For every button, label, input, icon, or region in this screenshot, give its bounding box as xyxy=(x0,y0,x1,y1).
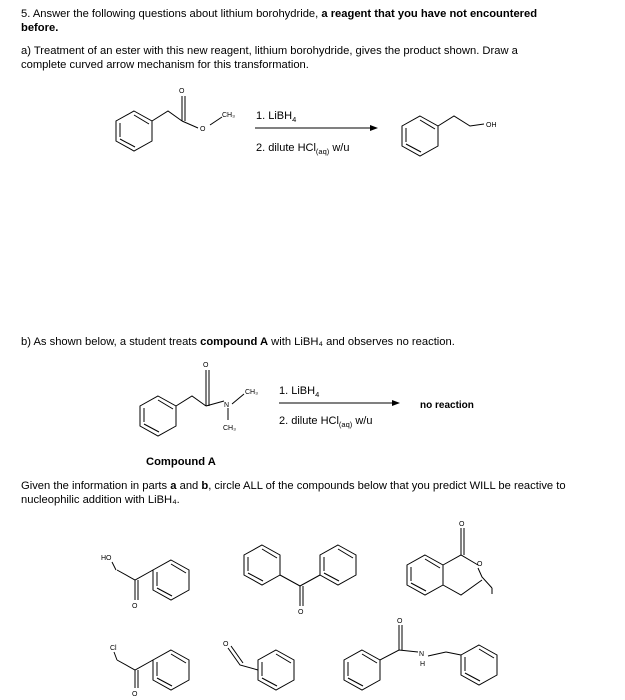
acid-o-label: O xyxy=(132,603,138,610)
candidate-acid-chloride[interactable] xyxy=(114,650,189,690)
acid-oh-label: HO xyxy=(101,555,112,562)
part-c-t2: a xyxy=(170,480,177,492)
part-a-line1: a) Treatment of an ester with this new reagent, lithium borohydride, gives the product shown. Draw a xyxy=(21,45,518,57)
header-emphasis: a reagent that you have not encountered xyxy=(321,8,538,20)
header-emphasis-cont: before. xyxy=(21,22,59,34)
lactone-o1-label: O xyxy=(459,521,465,528)
reaction-a-o-carbonyl: O xyxy=(179,88,185,95)
acyl-cl-label: Cl xyxy=(110,645,117,652)
candidate-carboxylic-acid[interactable] xyxy=(112,560,189,600)
reaction-a-step2: 2. dilute HCl$_{(aq)}$ w/u xyxy=(256,142,350,156)
reaction-a-o-ester: O xyxy=(200,126,206,133)
part-b-emphasis: compound A xyxy=(200,336,269,348)
part-c-t5: , circle ALL of the compounds below that you predict WILL be reactive to xyxy=(208,480,566,492)
reaction-b-result: no reaction xyxy=(420,400,474,411)
part-c-t4: b xyxy=(201,480,209,492)
reaction-a-step1: 1. LiBH$_4$ xyxy=(256,110,297,124)
ketone-o-label: O xyxy=(298,609,304,616)
candidate-aldehyde[interactable] xyxy=(228,646,294,690)
acyl-o-label: O xyxy=(132,691,138,698)
reaction-b-ch3-bottom: CH₃ xyxy=(223,425,236,432)
part-c-t3: and xyxy=(176,480,202,492)
reaction-b-step1: 1. LiBH$_4$ xyxy=(279,385,320,399)
amide-h-label: H xyxy=(420,661,426,668)
part-b-prefix: b) As shown below, a student treats xyxy=(21,336,201,348)
lactone-o2-label: O xyxy=(477,561,483,568)
reaction-b-ch3-top: CH₃ xyxy=(245,389,258,396)
candidate-ketone[interactable] xyxy=(244,545,356,606)
part-c-t1: Given the information in parts xyxy=(21,480,171,492)
reaction-b-n: N xyxy=(224,402,230,409)
part-a-line2: complete curved arrow mechanism for this transformation. xyxy=(21,59,309,71)
reaction-b-step2: 2. dilute HCl$_{(aq)}$ w/u xyxy=(279,415,373,429)
aldehyde-o-label: O xyxy=(223,641,229,648)
compound-a-caption: Compound A xyxy=(146,456,216,468)
part-c-line2: nucleophilic addition with LiBH₄. xyxy=(21,494,180,506)
amide-o-label: O xyxy=(397,618,403,625)
reaction-b-o: O xyxy=(203,362,209,369)
part-b-suffix: with LiBH₄ and observes no reaction. xyxy=(268,336,455,348)
amide-n-label: N xyxy=(419,651,425,658)
reaction-a-oh: OH xyxy=(486,122,497,129)
reaction-a-ch3: CH₃ xyxy=(222,112,235,119)
header-text: 5. Answer the following questions about lithium borohydride, xyxy=(21,8,322,20)
